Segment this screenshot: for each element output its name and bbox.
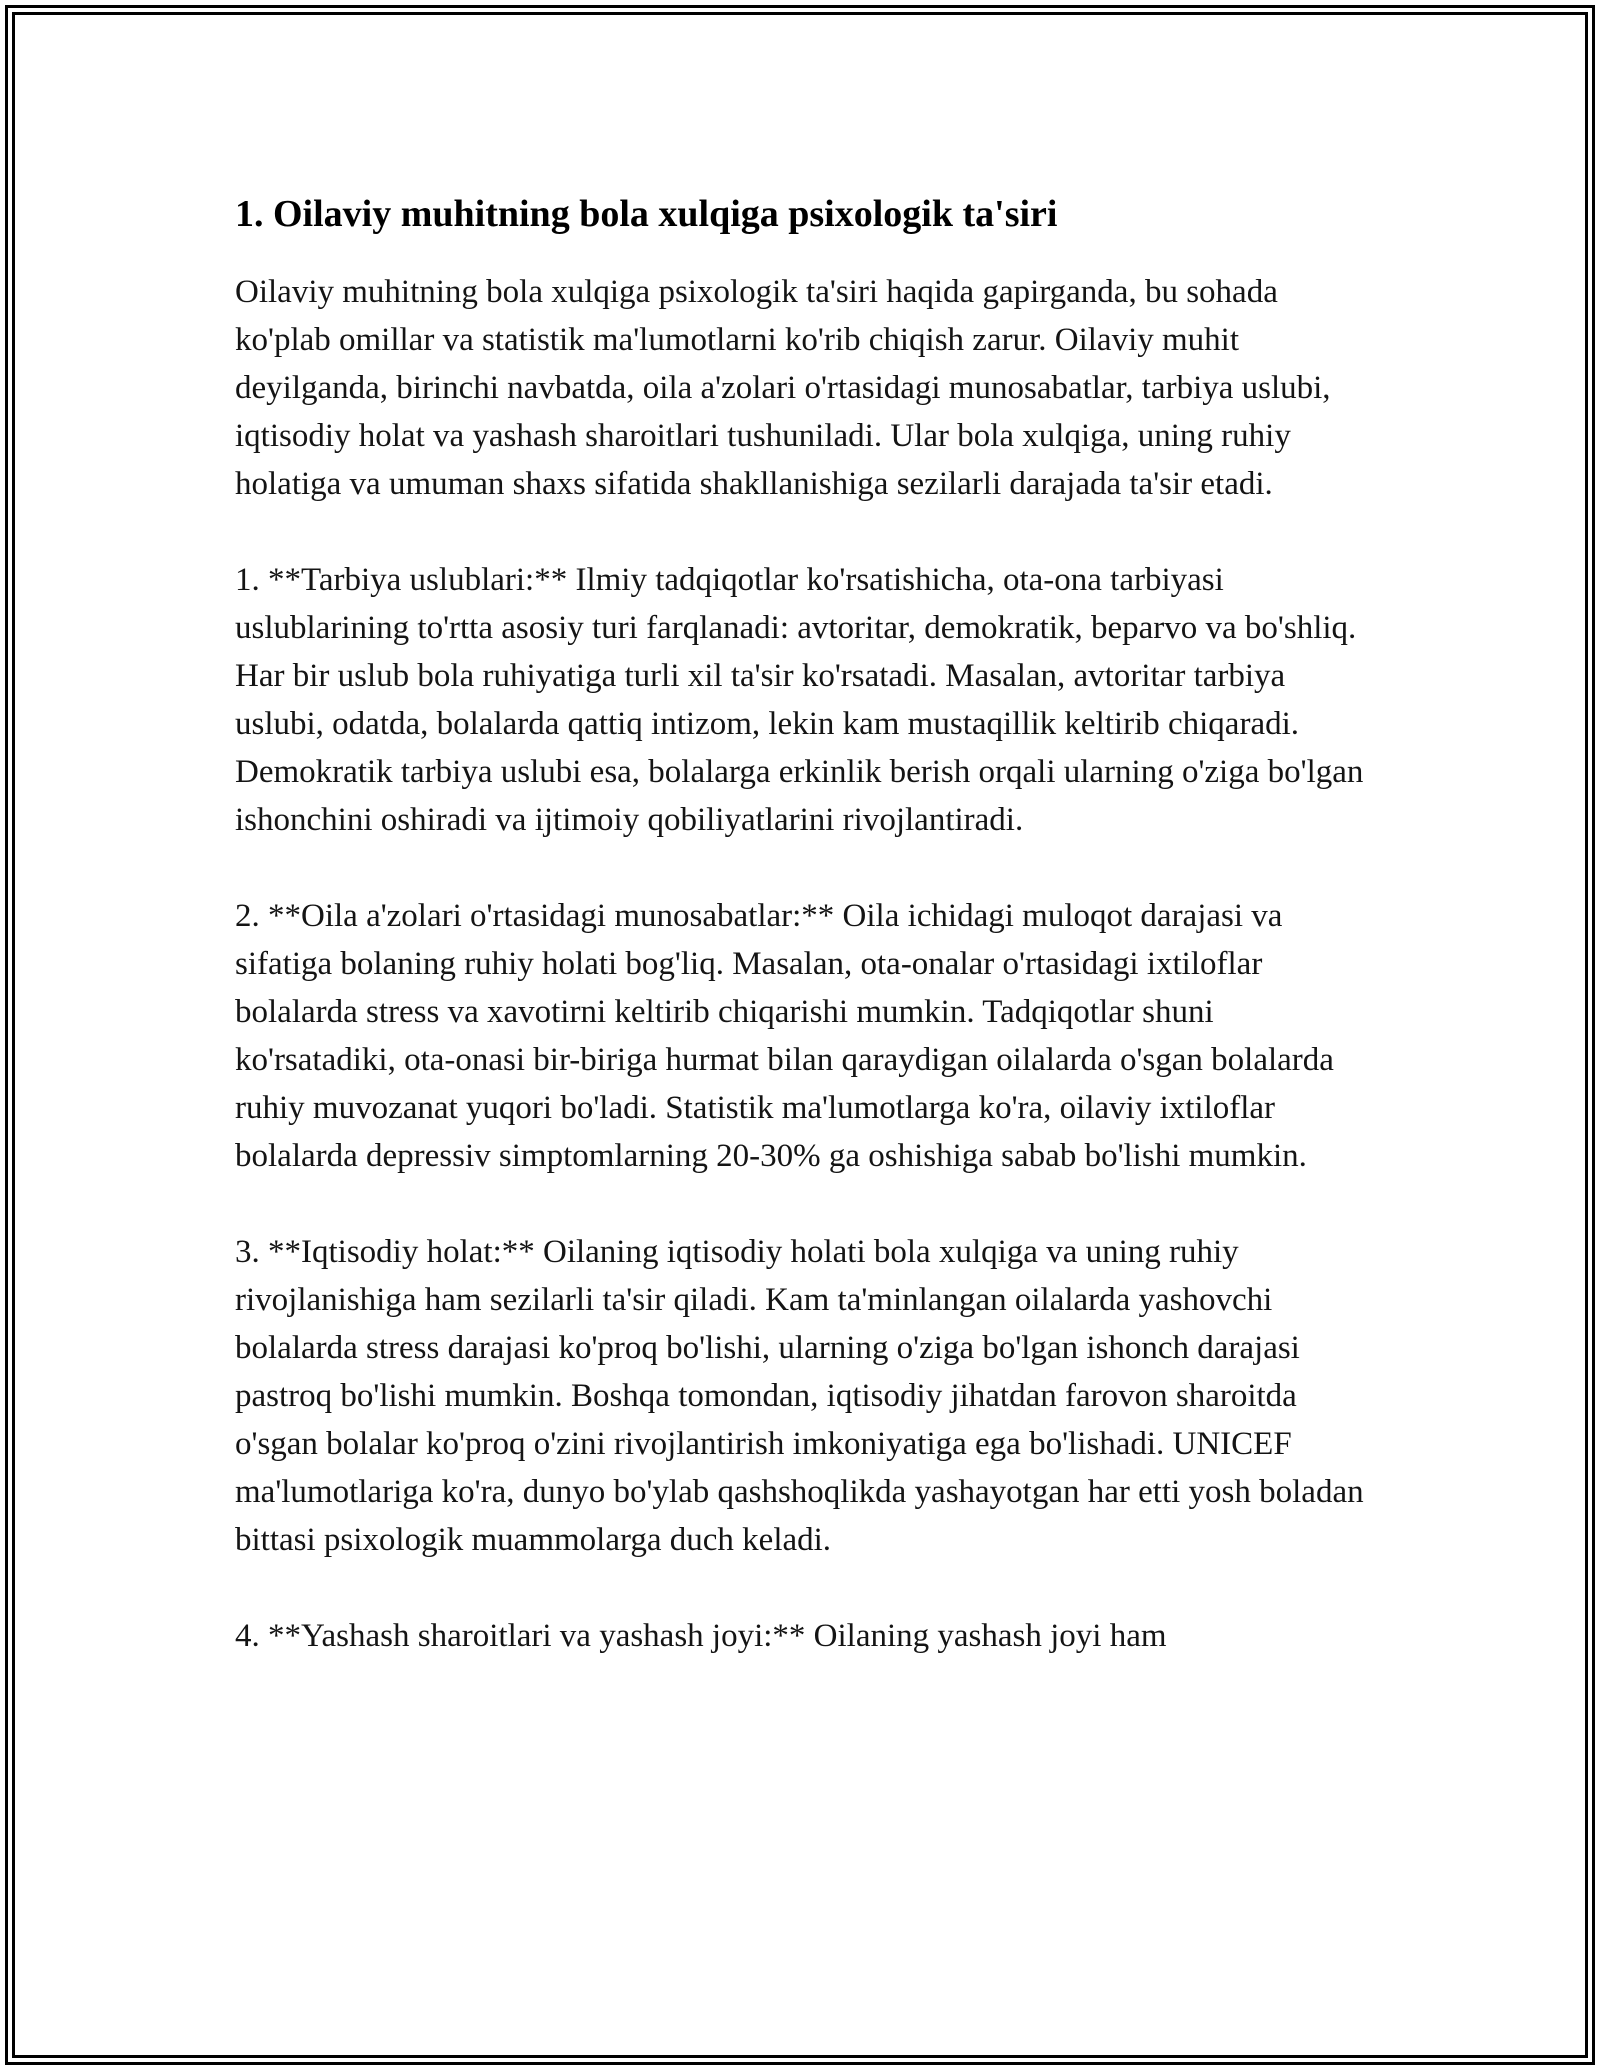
document-body: [235, 190, 1365, 1708]
paragraph-parenting-styles: 1. **Tarbiya uslublari:** Ilmiy tadqiqotlar ko'rsatishicha, ota-ona tarbiyasi uslublarining to'rtta asosiy turi farqlanadi: avtoritar, demokratik, beparvo va bo'shliq. Har bir uslub bola ruhiyatiga turli xil ta'sir ko'rsatadi. Masalan, avtoritar tarbiya uslubi, odatda, bolalarda qattiq intizom, lekin kam mustaqillik keltirib chiqaradi. Demokratik tarbiya uslubi esa, bolalarga erkinlik berish orqali ularning o'ziga bo'lgan ishonchini oshiradi va ijtimoiy qobiliyatlarini rivojlantiradi.: [235, 562, 1364, 838]
section-title: 1. Oilaviy muhitning bola xulqiga psixologik ta'siri: [235, 193, 1058, 235]
paragraph-family-relations: 2. **Oila a'zolari o'rtasidagi munosabatlar:** Oila ichidagi muloqot darajasi va sifatiga bolaning ruhiy holati bog'liq. Masalan, ota-onalar o'rtasidagi ixtiloflar bolalarda stress va xavotirni keltirib chiqarishi mumkin. Tadqiqotlar shuni ko'rsatadiki, ota-onasi bir-biriga hurmat bilan qaraydigan oilalarda o'sgan bolalarda ruhiy muvozanat yuqori bo'ladi. Statistik ma'lumotlarga ko'ra, oilaviy ixtiloflar bolalarda depressiv simptomlarning 20-30% ga oshishiga sabab bo'lishi mumkin.: [235, 898, 1334, 1174]
paragraph-living-conditions: 4. **Yashash sharoitlari va yashash joyi:** Oilaning yashash joyi ham: [235, 1618, 1167, 1654]
paragraph-intro: Oilaviy muhitning bola xulqiga psixologik ta'siri haqida gapirganda, bu sohada ko'plab omillar va statistik ma'lumotlarni ko'rib chiqish zarur. Oilaviy muhit deyilganda, birinchi navbatda, oila a'zolari o'rtasidagi munosabatlar, tarbiya uslubi, iqtisodiy holat va yashash sharoitlari tushuniladi. Ular bola xulqiga, uning ruhiy holatiga va umuman shaxs sifatida shakllanishiga sezilarli darajada ta'sir etadi.: [235, 274, 1331, 502]
paragraph-economic-status: 3. **Iqtisodiy holat:** Oilaning iqtisodiy holati bola xulqiga va uning ruhiy rivojlanishiga ham sezilarli ta'sir qiladi. Kam ta'minlangan oilalarda yashovchi bolalarda stress darajasi ko'proq bo'lishi, ularning o'ziga bo'lgan ishonch darajasi pastroq bo'lishi mumkin. Boshqa tomondan, iqtisodiy jihatdan farovon sharoitda o'sgan bolalar ko'proq o'zini rivojlantirish imkoniyatiga ega bo'lishadi. UNICEF ma'lumotlariga ko'ra, dunyo bo'ylab qashshoqlikda yashayotgan har etti yosh boladan bittasi psixologik muammolarga duch keladi.: [235, 1234, 1364, 1558]
